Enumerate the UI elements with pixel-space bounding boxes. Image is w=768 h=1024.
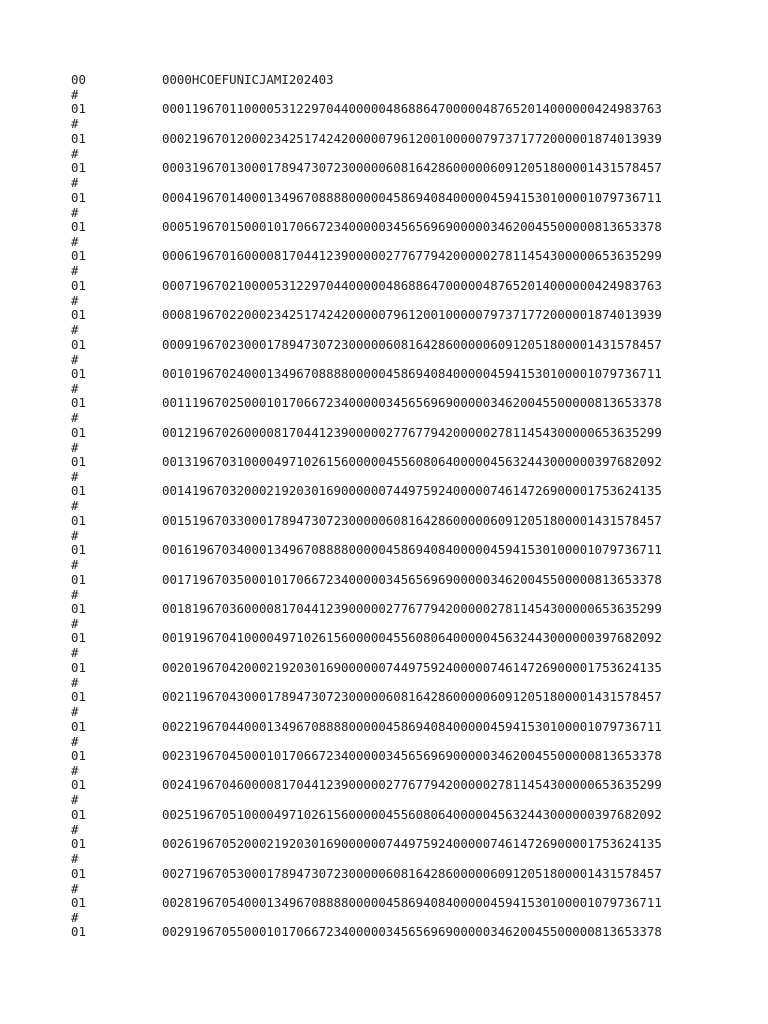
data-record — [71, 895, 751, 924]
record-type-code: 01 — [71, 483, 86, 499]
record-separator: # — [71, 498, 79, 514]
data-record — [71, 836, 751, 865]
record-separator: # — [71, 380, 79, 396]
record-type-code: 01 — [71, 395, 86, 411]
record-data: 0005196701500010170667234000003456569690000034620045500000813653378 — [162, 218, 662, 234]
record-separator: # — [71, 821, 79, 837]
record-data: 0000HCOEFUNICJAMI202403 — [162, 72, 334, 87]
record-data: 0029196705500010170667234000003456569690000034620045500000813653378 — [162, 924, 662, 940]
record-separator: # — [71, 410, 79, 426]
record-separator: # — [71, 586, 79, 602]
record-type-code: 01 — [71, 101, 86, 117]
data-record — [71, 807, 751, 836]
record-data: 0027196705300017894730723000006081642860000060912051800001431578457 — [162, 865, 662, 881]
data-record — [71, 307, 751, 336]
record-data: 0001196701100005312297044000004868864700000487652014000000424983763 — [162, 101, 662, 117]
record-type-code: 01 — [71, 601, 86, 617]
record-type-code: 01 — [71, 512, 86, 528]
record-separator: # — [71, 116, 79, 132]
record-data: 0026196705200021920301690000007449759240000074614726900001753624135 — [162, 836, 662, 852]
record-type-code: 01 — [71, 659, 86, 675]
data-record — [71, 542, 751, 571]
record-type-code: 01 — [71, 836, 86, 852]
data-record — [71, 689, 751, 718]
data-record — [71, 601, 751, 630]
record-data: 0008196702200023425174242000007961200100000797371772000001874013939 — [162, 307, 662, 323]
record-type-code: 01 — [71, 630, 86, 646]
record-data: 0009196702300017894730723000006081642860000060912051800001431578457 — [162, 336, 662, 352]
record-type-code: 01 — [71, 454, 86, 470]
data-record — [71, 660, 751, 689]
record-data: 0019196704100004971026156000004556080640000045632443000000397682092 — [162, 630, 662, 646]
data-record — [71, 748, 751, 777]
data-record — [71, 248, 751, 277]
record-separator: # — [71, 733, 79, 749]
data-record — [71, 924, 751, 953]
record-type-code: 01 — [71, 747, 86, 763]
record-data: 0025196705100004971026156000004556080640000045632443000000397682092 — [162, 806, 662, 822]
record-separator: # — [71, 469, 79, 485]
record-separator: # — [71, 175, 79, 191]
record-separator: # — [71, 527, 79, 543]
data-record — [71, 160, 751, 189]
record-separator: # — [71, 204, 79, 220]
data-record — [71, 777, 751, 806]
record-type-code: 01 — [71, 689, 86, 705]
record-data: 0014196703200021920301690000007449759240000074614726900001753624135 — [162, 483, 662, 499]
record-separator: # — [71, 292, 79, 308]
record-type-code: 01 — [71, 160, 86, 176]
record-type-code: 01 — [71, 424, 86, 440]
record-data: 0028196705400013496708888000004586940840000045941530100001079736711 — [162, 894, 662, 910]
data-record — [71, 278, 751, 307]
record-separator: # — [71, 439, 79, 455]
record-data: 0003196701300017894730723000006081642860000060912051800001431578457 — [162, 160, 662, 176]
data-record — [71, 337, 751, 366]
record-type-code: 01 — [71, 248, 86, 264]
record-data: 0017196703500010170667234000003456569690000034620045500000813653378 — [162, 571, 662, 587]
record-type-code: 01 — [71, 307, 86, 323]
data-record — [71, 483, 751, 512]
record-type-code: 01 — [71, 218, 86, 234]
data-record — [71, 366, 751, 395]
record-separator: # — [71, 145, 79, 161]
record-separator: # — [71, 557, 79, 573]
data-record — [71, 866, 751, 895]
record-data: 0020196704200021920301690000007449759240000074614726900001753624135 — [162, 659, 662, 675]
record-separator: # — [71, 762, 79, 778]
record-list — [71, 101, 751, 953]
record-type-code: 01 — [71, 806, 86, 822]
record-type-code: 01 — [71, 865, 86, 881]
record-separator: # — [71, 792, 79, 808]
record-type-code: 01 — [71, 777, 86, 793]
record-type-code: 01 — [71, 924, 86, 940]
data-record — [71, 513, 751, 542]
record-separator: # — [71, 851, 79, 867]
record-data: 0015196703300017894730723000006081642860000060912051800001431578457 — [162, 512, 662, 528]
record-data: 0018196703600008170441239000002776779420000027811454300000653635299 — [162, 601, 662, 617]
record-separator: # — [71, 263, 79, 279]
record-data: 0012196702600008170441239000002776779420000027811454300000653635299 — [162, 424, 662, 440]
record-type-code: 01 — [71, 336, 86, 352]
record-separator: # — [71, 704, 79, 720]
data-record — [71, 190, 751, 219]
record-data: 0023196704500010170667234000003456569690000034620045500000813653378 — [162, 747, 662, 763]
record-separator: # — [71, 909, 79, 925]
record-data: 0022196704400013496708888000004586940840000045941530100001079736711 — [162, 718, 662, 734]
data-record — [71, 454, 751, 483]
data-record — [71, 719, 751, 748]
record-type-code: 01 — [71, 571, 86, 587]
record-type-code: 01 — [71, 130, 86, 146]
record-type-code: 01 — [71, 542, 86, 558]
record-separator: # — [71, 674, 79, 690]
record-separator: # — [71, 233, 79, 249]
record-separator: # — [71, 322, 79, 338]
record-data: 0004196701400013496708888000004586940840000045941530100001079736711 — [162, 189, 662, 205]
record-type-code: 00 — [71, 72, 86, 87]
record-separator: # — [71, 880, 79, 896]
record-data: 0024196704600008170441239000002776779420000027811454300000653635299 — [162, 777, 662, 793]
data-record — [71, 101, 751, 130]
record-data: 0021196704300017894730723000006081642860000060912051800001431578457 — [162, 689, 662, 705]
record-data: 0002196701200023425174242000007961200100000797371772000001874013939 — [162, 130, 662, 146]
record-type-code: 01 — [71, 365, 86, 381]
header-record — [71, 72, 751, 101]
record-data: 0007196702100005312297044000004868864700000487652014000000424983763 — [162, 277, 662, 293]
record-separator: # — [71, 645, 79, 661]
record-type-code: 01 — [71, 894, 86, 910]
data-record — [71, 131, 751, 160]
document-body — [71, 72, 751, 954]
record-type-code: 01 — [71, 718, 86, 734]
record-data: 0010196702400013496708888000004586940840000045941530100001079736711 — [162, 365, 662, 381]
record-separator: # — [71, 616, 79, 632]
record-type-code: 01 — [71, 277, 86, 293]
record-data: 0011196702500010170667234000003456569690000034620045500000813653378 — [162, 395, 662, 411]
data-record — [71, 219, 751, 248]
data-record — [71, 630, 751, 659]
data-record — [71, 572, 751, 601]
data-record — [71, 425, 751, 454]
data-record — [71, 395, 751, 424]
record-data: 0013196703100004971026156000004556080640000045632443000000397682092 — [162, 454, 662, 470]
record-data: 0006196701600008170441239000002776779420000027811454300000653635299 — [162, 248, 662, 264]
record-type-code: 01 — [71, 189, 86, 205]
record-data: 0016196703400013496708888000004586940840000045941530100001079736711 — [162, 542, 662, 558]
record-separator: # — [71, 87, 79, 102]
record-separator: # — [71, 351, 79, 367]
